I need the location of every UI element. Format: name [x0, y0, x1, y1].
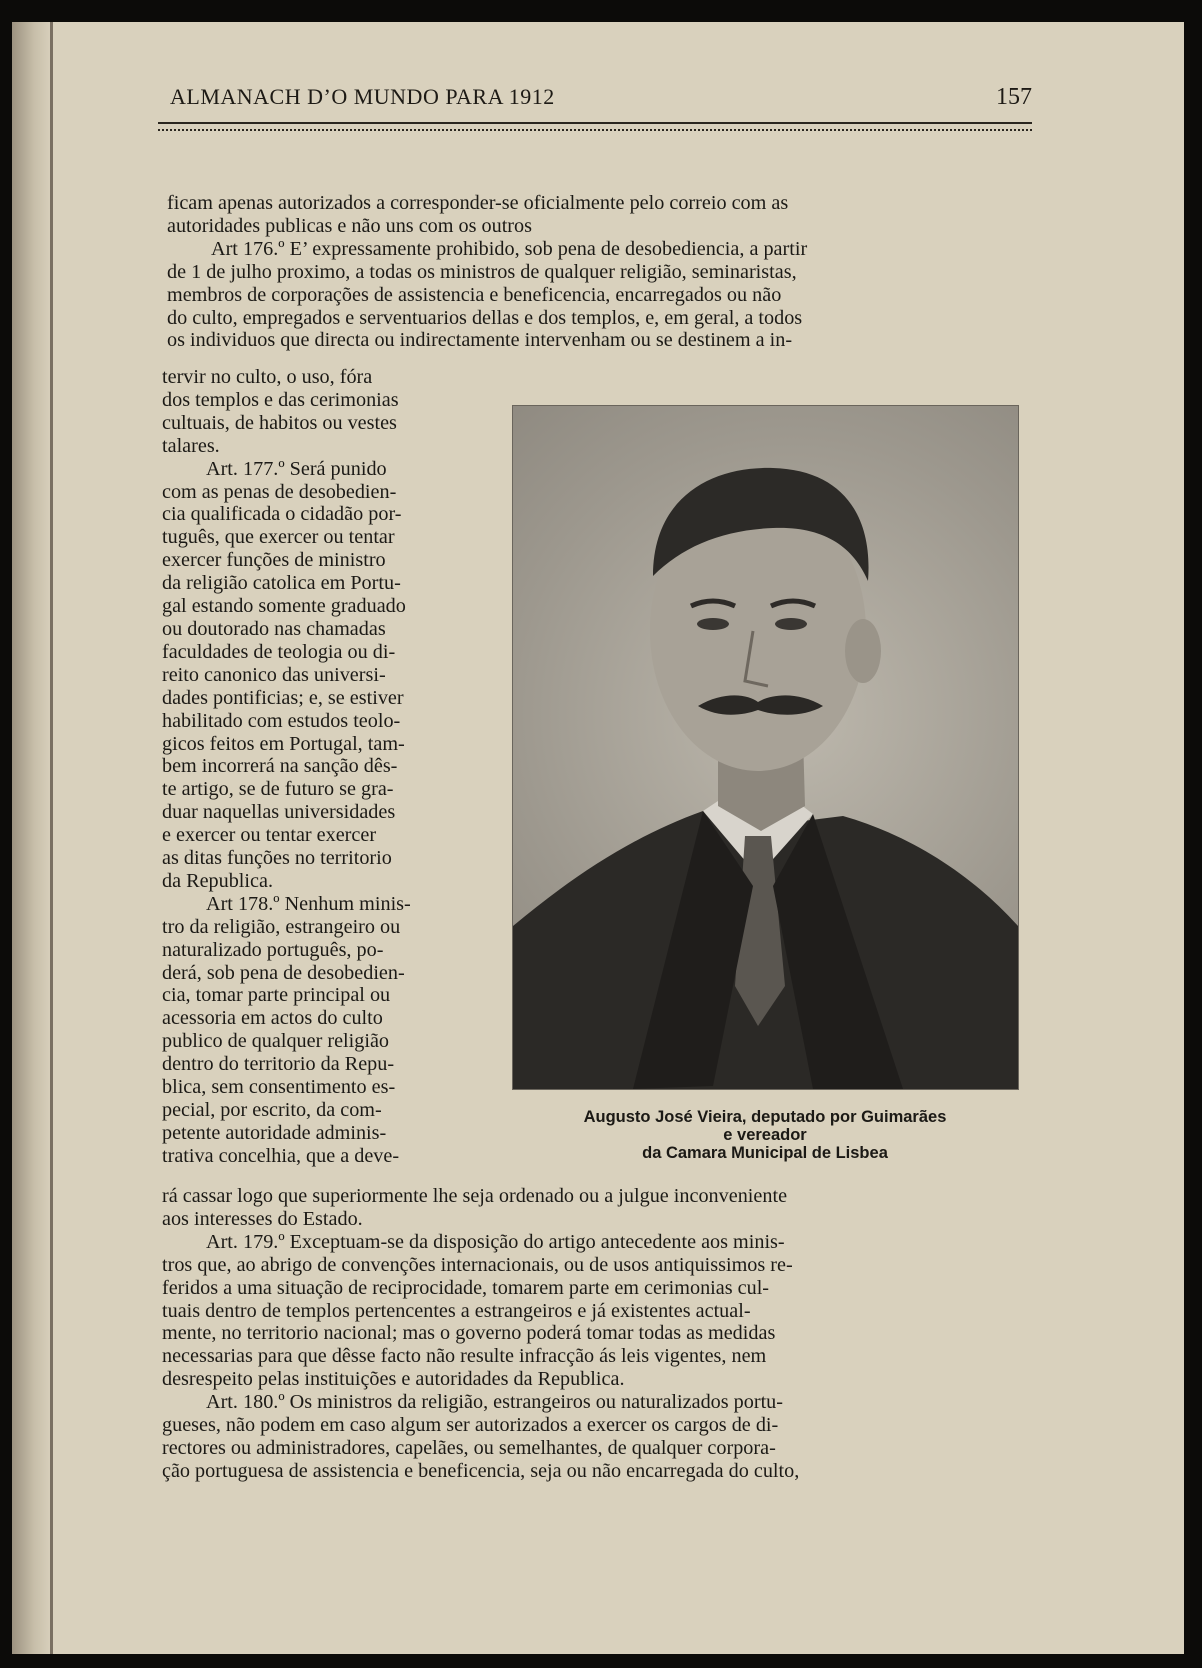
text-line: gal estando somente graduado	[162, 595, 406, 618]
text-line: os individuos que directa ou indirectamente intervenham ou se destinem a in-	[167, 329, 793, 352]
caption-line: e vereador	[723, 1126, 807, 1144]
article-top-paragraphs	[167, 192, 1027, 352]
text-line: de 1 de julho proximo, a todas os ministros de qualquer religião, seminaristas,	[167, 260, 797, 283]
caption-line: da Camara Municipal de Lisbea	[642, 1144, 888, 1162]
text-line: cultuais, de habitos ou vestes	[162, 411, 397, 434]
text-line: reito canonico das universi-	[162, 663, 386, 686]
caption-line: Augusto José Vieira, deputado por Guimarães	[583, 1108, 947, 1126]
text-line: ou doutorado nas chamadas	[162, 617, 386, 640]
text-line: feridos a uma situação de reciprocidade, tomarem parte em cerimonias cul-	[162, 1276, 770, 1299]
text-line: autoridades publicas e não uns com os outros	[167, 214, 532, 237]
text-line: membros de corporações de assistencia e beneficencia, encarregados ou não	[167, 283, 782, 306]
text-line: ção portuguesa de assistencia e beneficencia, seja ou não encarregada do culto,	[162, 1459, 800, 1482]
text-line: dentro do territorio da Repu-	[162, 1053, 395, 1076]
article-left-column	[162, 366, 488, 1168]
text-line: petente autoridade adminis-	[162, 1121, 387, 1144]
text-line: Art. 179.º Exceptuam-se da disposição do artigo antecedente aos minis-	[206, 1230, 785, 1253]
running-header	[170, 84, 1032, 124]
text-line: mente, no territorio nacional; mas o governo poderá tomar todas as medidas	[162, 1322, 776, 1345]
text-line: exercer funções de ministro	[162, 549, 386, 572]
text-line: cia, tomar parte principal ou	[162, 984, 391, 1007]
text-line: publico de qualquer religião	[162, 1030, 390, 1053]
text-line: rá cassar logo que superiormente lhe seja ordenado ou a julgue inconveniente	[162, 1185, 788, 1207]
text-line: rectores ou administradores, capelães, ou semelhantes, de qualquer corpora-	[162, 1436, 776, 1459]
text-line: tervir no culto, o uso, fóra	[162, 366, 373, 388]
text-line: com as penas de desobedien-	[162, 480, 397, 503]
header-rule	[158, 122, 1032, 131]
text-line: trativa concelhia, que a deve-	[162, 1144, 400, 1167]
text-line: faculdades de teologia ou di-	[162, 640, 396, 663]
text-line: da religião catolica em Portu-	[162, 572, 401, 595]
photo-caption	[510, 1108, 1020, 1162]
text-line: naturalizado português, po-	[162, 938, 384, 961]
text-line: do culto, empregados e serventuarios dellas e dos templos, e, em geral, a todos	[167, 306, 803, 329]
article-bottom-paragraphs	[162, 1185, 1022, 1483]
text-line: e exercer ou tentar exercer	[162, 824, 377, 847]
page-number: 157	[996, 84, 1032, 110]
portrait-eye-left	[697, 618, 729, 630]
text-line: dades pontificias; e, se estiver	[162, 686, 404, 709]
portrait-image	[513, 406, 1018, 1089]
running-header-title: ALMANACH D’O MUNDO PARA 1912	[170, 84, 555, 109]
text-line: te artigo, se de futuro se gra-	[162, 778, 394, 801]
text-line: aos interesses do Estado.	[162, 1207, 363, 1230]
text-line: gueses, não podem em caso algum ser autorizados a exercer os cargos de di-	[162, 1414, 779, 1437]
text-line: derá, sob pena de desobedien-	[162, 961, 405, 984]
text-line: talares.	[162, 434, 220, 457]
text-line: gicos feitos em Portugal, tam-	[162, 732, 405, 755]
text-line: habilitado com estudos teolo-	[162, 709, 401, 732]
text-line: acessoria em actos do culto	[162, 1007, 383, 1030]
text-line: Art. 180.º Os ministros da religião, estrangeiros ou naturalizados portu-	[206, 1391, 783, 1414]
text-line: bem incorrerá na sanção dês-	[162, 755, 398, 778]
text-line: tuais dentro de templos pertencentes a estrangeiros e já existentes actual-	[162, 1299, 751, 1322]
book-gutter-line	[50, 22, 53, 1654]
text-line: Art 178.º Nenhum minis-	[206, 892, 411, 915]
text-line: tuguês, que exercer ou tentar	[162, 526, 395, 549]
text-line: desrespeito pelas instituições e autoridades da Republica.	[162, 1368, 625, 1391]
text-line: necessarias para que dêsse facto não resulte infracção ás leis vigentes, nem	[162, 1345, 767, 1368]
text-line: Art 176.º E’ expressamente prohibido, sob pena de desobediencia, a partir	[211, 237, 808, 260]
portrait-ear	[845, 619, 881, 683]
text-line: da Republica.	[162, 869, 273, 892]
portrait-photo	[512, 405, 1019, 1090]
text-line: cia qualificada o cidadão por-	[162, 503, 402, 526]
text-line: tro da religião, estrangeiro ou	[162, 915, 401, 938]
text-line: dos templos e das cerimonias	[162, 388, 399, 411]
text-line: as ditas funções no territorio	[162, 847, 392, 870]
text-line: ficam apenas autorizados a corresponder-se oficialmente pelo correio com as	[167, 192, 789, 214]
text-line: Art. 177.º Será punido	[206, 457, 387, 480]
text-line: duar naquellas universidades	[162, 801, 396, 824]
portrait-eye-right	[775, 618, 807, 630]
text-line: pecial, por escrito, da com-	[162, 1099, 382, 1121]
text-line: tros que, ao abrigo de convenções internacionais, ou de usos antiquissimos re-	[162, 1253, 793, 1276]
book-spine-shadow	[12, 22, 52, 1654]
text-line: blica, sem consentimento es-	[162, 1076, 396, 1099]
